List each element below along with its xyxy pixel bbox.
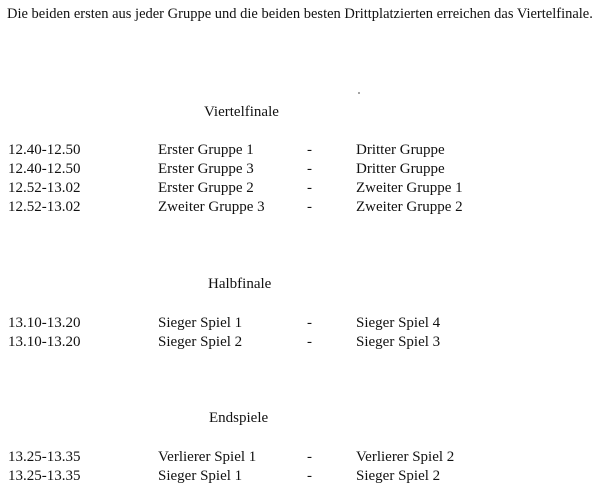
match-away-team: Zweiter Gruppe 1 — [356, 180, 463, 196]
match-separator: - — [307, 468, 312, 484]
match-away-team: Verlierer Spiel 2 — [356, 449, 455, 465]
match-row — [0, 466, 600, 486]
match-time: 12.40-12.50 — [8, 142, 81, 158]
match-row — [0, 197, 600, 217]
section-title: Endspiele — [209, 410, 269, 426]
scan-speck — [358, 92, 360, 94]
match-away-team: Dritter Gruppe — [356, 142, 445, 158]
match-home-team: Sieger Spiel 1 — [158, 468, 243, 484]
match-away-team: Sieger Spiel 4 — [356, 315, 441, 331]
match-separator: - — [307, 334, 312, 350]
match-home-team: Erster Gruppe 1 — [158, 142, 254, 158]
match-home-team: Zweiter Gruppe 3 — [158, 199, 265, 215]
section-title: Halbfinale — [208, 276, 272, 292]
match-time: 13.25-13.35 — [8, 449, 81, 465]
match-row — [0, 313, 600, 333]
section-title: Viertelfinale — [204, 104, 279, 120]
match-home-team: Verlierer Spiel 1 — [158, 449, 257, 465]
match-separator: - — [307, 199, 312, 215]
match-home-team: Sieger Spiel 1 — [158, 315, 243, 331]
match-time: 12.52-13.02 — [8, 180, 81, 196]
match-row — [0, 140, 600, 160]
match-row — [0, 447, 600, 467]
match-home-team: Erster Gruppe 2 — [158, 180, 254, 196]
match-row — [0, 159, 600, 179]
match-row — [0, 332, 600, 352]
match-away-team: Dritter Gruppe — [356, 161, 445, 177]
match-time: 13.10-13.20 — [8, 334, 81, 350]
intro-paragraph: Die beiden ersten aus jeder Gruppe und die beiden besten Drittplatzierten erreichen das Viertelfinale. — [7, 6, 593, 22]
match-home-team: Erster Gruppe 3 — [158, 161, 254, 177]
match-separator: - — [307, 315, 312, 331]
match-time: 12.52-13.02 — [8, 199, 81, 215]
match-time: 12.40-12.50 — [8, 161, 81, 177]
match-away-team: Sieger Spiel 3 — [356, 334, 441, 350]
match-away-team: Sieger Spiel 2 — [356, 468, 441, 484]
match-separator: - — [307, 161, 312, 177]
match-separator: - — [307, 180, 312, 196]
match-separator: - — [307, 449, 312, 465]
match-time: 13.10-13.20 — [8, 315, 81, 331]
match-separator: - — [307, 142, 312, 158]
match-away-team: Zweiter Gruppe 2 — [356, 199, 463, 215]
match-home-team: Sieger Spiel 2 — [158, 334, 243, 350]
match-row — [0, 178, 600, 198]
match-time: 13.25-13.35 — [8, 468, 81, 484]
